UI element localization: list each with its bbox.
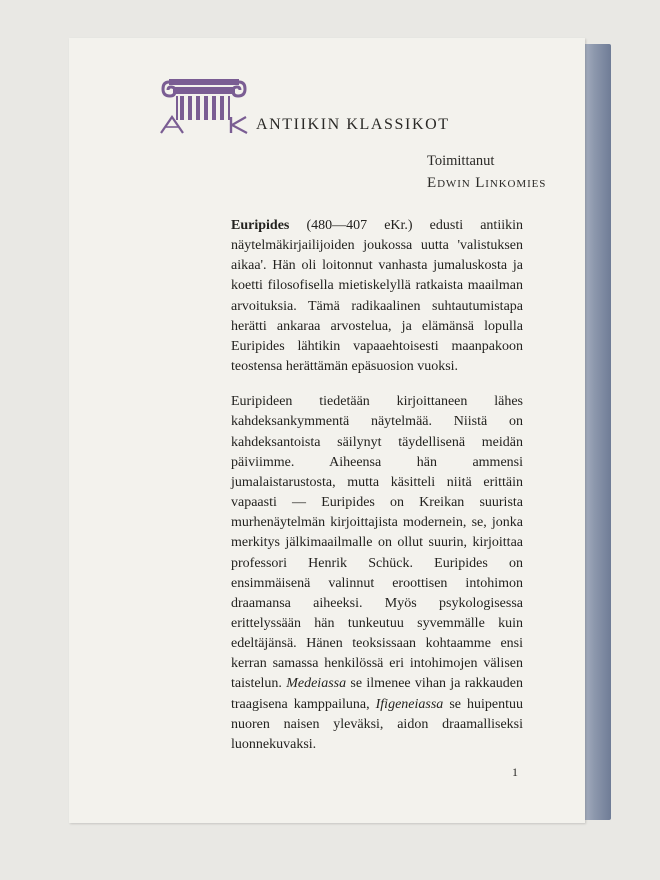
column-logo-icon	[159, 72, 249, 134]
editor-label: Toimittanut	[427, 153, 495, 169]
paragraph-1-text: (480—407 eKr.) edusti antiikin näytelmäkirjailijoiden joukossa uutta 'valistuksen aikaa'. Hän oli loitonnut vanhasta jumaluskosta ja koetti filosofisella mietiskelyllä ratkaista maailman arvoituksia. Tämä radikaalinen suhtautumistapa herätti ankaraa arvostelua, ja elämänsä lopulla Euripides lähtikin vapaaehtoisesti maanpakoon teostensa herättämän epäsuosion vuoksi.	[231, 218, 523, 375]
author-name: Euripides	[231, 218, 290, 233]
editor-name: Edwin Linkomies	[427, 175, 547, 191]
blurb-text	[231, 216, 523, 755]
paragraph-2-text-b: se ilmenee vihan ja rakkauden traagisena kamppailuna,	[231, 676, 523, 712]
paragraph-2-text-a: Euripideen tiedetään kirjoittaneen lähes kahdeksankymmentä näytelmää. Niistä on kahdeksantoista säilynyt täydellisenä meidän päiviimme. Aiheensa hän ammensi jumalaistarustosta, mutta käsitteli niitä erittäin vapaasti — Euripides on Kreikan suurista murhenäytelmän kirjoittajista modernein, se, jonka merkitys jälkimaailmalle on ollut suurin, kirjoittaa professori Henrik Schück. Euripides on ensimmäisenä valinnut eroottisen intohimon draamansa aiheeksi. Myös psykologisessa erittelyssään hän tunkeutuu syvemmälle kuin edeltäjänsä. Hänen teoksissaan kohtaamme ensi kerran samassa henkilössä eri intohimojen välisen taistelun.	[231, 394, 523, 692]
editor-credit	[427, 150, 577, 194]
paragraph-2	[231, 392, 523, 755]
spine-edge	[583, 44, 611, 820]
title-ifigeneia: Ifigeneiassa	[375, 696, 444, 712]
paragraph-1	[231, 216, 523, 377]
series-header	[159, 72, 539, 134]
paragraph-2-text-c: se huipentuu nuoren naisen yleväksi, aidon draamalliseksi luonnekuvaksi.	[231, 696, 523, 752]
page-number: 1	[512, 765, 518, 779]
title-medeia: Medeiassa	[286, 676, 347, 692]
series-title: ANTIIKIN KLASSIKOT	[256, 116, 450, 133]
